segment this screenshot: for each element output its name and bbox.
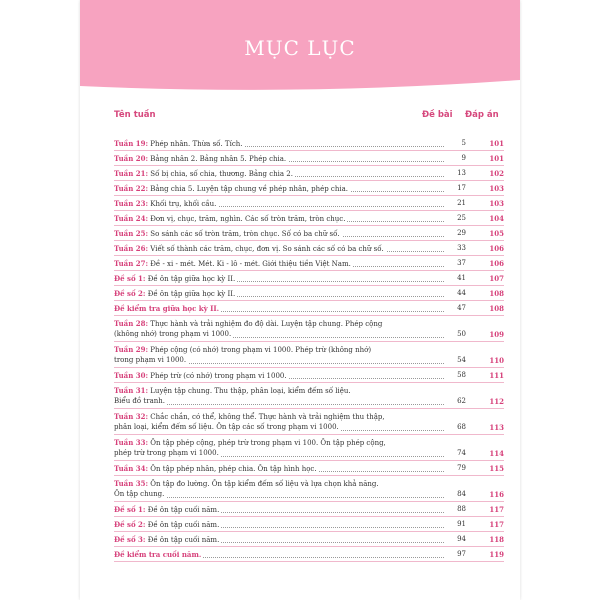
entry-label: Tuần 26: — [114, 244, 149, 253]
toc-line — [114, 258, 504, 269]
toc-entry — [114, 228, 504, 241]
entry-divider — [114, 240, 504, 241]
page-number: 21 — [457, 199, 466, 207]
toc-line — [114, 344, 504, 355]
entry-label: Tuần 32: — [114, 412, 149, 421]
entry-text: Đề ôn tập giữa học kỳ II. — [147, 275, 236, 283]
toc-line — [114, 534, 504, 545]
entry-text: Đề ôn tập cuối năm. — [147, 506, 220, 514]
toc-entry — [114, 198, 504, 211]
entry-label: Tuần 22: — [114, 184, 149, 193]
entry-label: Tuần 30: — [114, 371, 149, 380]
toc-line — [114, 478, 504, 489]
toc-line — [114, 411, 504, 422]
entry-text: Đề ôn tập giữa học kỳ II. — [147, 290, 236, 298]
entry-text: Đề - xi - mét. Mét. Ki - lô - mét. Giới thiệu tiền Việt Nam. — [150, 260, 351, 268]
toc-line — [114, 385, 504, 396]
toc-entry — [114, 168, 504, 181]
entry-label: Đề số 1: — [114, 505, 146, 514]
entry-text: Biểu đồ tranh. — [114, 397, 165, 405]
toc-entry — [114, 385, 504, 409]
entry-divider — [114, 225, 504, 226]
toc-line — [114, 329, 504, 340]
toc-line — [114, 355, 504, 366]
toc-line — [114, 463, 504, 474]
entry-text: Đề ôn tập cuối năm. — [147, 536, 220, 544]
toc-line — [114, 437, 504, 448]
answer-page-number: 103 — [489, 199, 504, 208]
page-number: 44 — [457, 289, 466, 297]
answer-page-number: 115 — [489, 464, 504, 473]
answer-page-number: 113 — [489, 423, 504, 432]
toc-line — [114, 303, 504, 314]
page-number: 50 — [457, 330, 466, 338]
entry-label: Tuần 33: — [114, 438, 149, 447]
entry-divider — [114, 341, 504, 342]
entry-text: Ôn tập phép nhân, phép chia. Ôn tập hình học. — [150, 465, 317, 473]
entry-text: Bảng chia 5. Luyện tập chung về phép nhân, phép chia. — [150, 185, 348, 193]
toc-line — [114, 370, 504, 381]
page-number: 5 — [461, 139, 466, 147]
toc-entry — [114, 344, 504, 368]
answer-page-number: 107 — [489, 274, 504, 283]
toc-entry — [114, 303, 504, 316]
answer-page-number: 118 — [489, 535, 504, 544]
page-number: 62 — [457, 397, 466, 405]
entry-label: Tuần 28: — [114, 319, 149, 328]
page-number: 47 — [457, 304, 466, 312]
page-number: 88 — [457, 505, 466, 513]
toc-line — [114, 273, 504, 284]
toc-entry — [114, 504, 504, 517]
toc-entry — [114, 213, 504, 226]
toc-line — [114, 318, 504, 329]
toc-entry — [114, 258, 504, 271]
entry-label: Tuần 25: — [114, 229, 149, 238]
toc-line — [114, 198, 504, 209]
page-number: 29 — [457, 229, 466, 237]
answer-page-number: 106 — [489, 244, 504, 253]
entry-text: Phép cộng (có nhớ) trong phạm vi 1000. Phép trừ (không nhớ) — [150, 346, 372, 354]
entry-label: Tuần 34: — [114, 464, 149, 473]
page-number: 17 — [457, 184, 466, 192]
entry-divider — [114, 434, 504, 435]
toc-entry — [114, 411, 504, 435]
entry-label: Tuần 24: — [114, 214, 149, 223]
page-number: 94 — [457, 535, 466, 543]
answer-page-number: 101 — [489, 154, 504, 163]
answer-page-number: 105 — [489, 229, 504, 238]
entry-text: So sánh các số tròn trăm, tròn chục. Số có ba chữ số. — [150, 230, 340, 238]
entry-divider — [114, 501, 504, 502]
entry-text: Số bị chia, số chia, thương. Bảng chia 2. — [150, 170, 293, 178]
entry-divider — [114, 460, 504, 461]
toc-line — [114, 228, 504, 239]
entry-divider — [114, 408, 504, 409]
page-number: 25 — [457, 214, 466, 222]
entry-divider — [114, 165, 504, 166]
entry-label: Tuần 27: — [114, 259, 149, 268]
page-number: 41 — [457, 274, 466, 282]
column-header-de-bai: Đề bài — [422, 110, 453, 120]
entry-label: Đề kiểm tra giữa học kỳ II. — [114, 304, 220, 313]
entry-divider — [114, 546, 504, 547]
toc-entry — [114, 478, 504, 502]
column-header-name: Tên tuần — [114, 110, 156, 120]
toc-entry — [114, 463, 504, 476]
answer-page-number: 117 — [489, 520, 504, 529]
toc-line — [114, 489, 504, 500]
entry-label: Đề số 2: — [114, 520, 146, 529]
entry-text: Ôn tập phép cộng, phép trừ trong phạm vi 100. Ôn tập phép cộng, — [150, 439, 386, 447]
entry-divider — [114, 270, 504, 271]
page-number: 33 — [457, 244, 466, 252]
toc-entry — [114, 318, 504, 342]
answer-page-number: 103 — [489, 184, 504, 193]
toc-line — [114, 448, 504, 459]
entry-divider — [114, 531, 504, 532]
answer-page-number: 101 — [489, 139, 504, 148]
toc-line — [114, 288, 504, 299]
toc-line — [114, 138, 504, 149]
answer-page-number: 112 — [489, 397, 504, 406]
page-number: 9 — [461, 154, 466, 162]
answer-page-number: 109 — [489, 330, 504, 339]
entry-label: Tuần 19: — [114, 139, 149, 148]
toc-line — [114, 183, 504, 194]
entry-label: Tuần 20: — [114, 154, 149, 163]
entry-label: Đề số 2: — [114, 289, 146, 298]
toc-entry — [114, 549, 504, 562]
toc-line — [114, 168, 504, 179]
entry-text: Chắc chắn, có thể, không thể. Thực hành và trải nghiệm thu thập, — [150, 413, 385, 421]
entry-divider — [114, 315, 504, 316]
page-number: 91 — [457, 520, 466, 528]
page-number: 37 — [457, 259, 466, 267]
entry-divider — [114, 300, 504, 301]
page-number: 58 — [457, 371, 466, 379]
entry-text: (không nhớ) trong phạm vi 1000. — [114, 330, 232, 338]
answer-page-number: 119 — [489, 550, 504, 559]
entry-text: Ôn tập đo lường. Ôn tập kiểm đếm số liệu và lựa chọn khả năng. — [150, 480, 379, 488]
entry-text: Bảng nhân 2. Bảng nhân 5. Phép chia. — [150, 155, 287, 163]
entry-label: Tuần 35: — [114, 479, 149, 488]
answer-page-number: 106 — [489, 259, 504, 268]
toc-line — [114, 549, 504, 560]
entry-text: Phép nhân. Thừa số. Tích. — [150, 140, 243, 148]
entry-text: Đơn vị, chục, trăm, nghìn. Các số tròn trăm, tròn chục. — [150, 215, 346, 223]
answer-page-number: 108 — [489, 289, 504, 298]
entry-divider — [114, 285, 504, 286]
answer-page-number: 111 — [489, 371, 504, 380]
answer-page-number: 114 — [489, 449, 504, 458]
page-number: 84 — [457, 490, 466, 498]
page-number: 79 — [457, 464, 466, 472]
answer-page-number: 110 — [489, 356, 504, 365]
toc-page — [80, 0, 520, 600]
entry-text: Ôn tập chung. — [114, 490, 165, 498]
toc-line — [114, 213, 504, 224]
entry-text: Thực hành và trải nghiệm đo độ dài. Luyện tập chung. Phép cộng — [150, 320, 383, 328]
entry-label: Tuần 31: — [114, 386, 149, 395]
entry-text: Luyện tập chung. Thu thập, phân loại, kiểm đếm số liệu. — [150, 387, 351, 395]
entry-divider — [114, 150, 504, 151]
page-number: 54 — [457, 356, 466, 364]
entry-divider — [114, 195, 504, 196]
toc-entry — [114, 183, 504, 196]
entry-divider — [114, 475, 504, 476]
column-header-dap-an: Đáp án — [465, 110, 499, 120]
entry-label: Tuần 21: — [114, 169, 149, 178]
entry-text: Đề ôn tập cuối năm. — [147, 521, 220, 529]
entry-divider — [114, 516, 504, 517]
toc-entry — [114, 519, 504, 532]
answer-page-number: 108 — [489, 304, 504, 313]
answer-page-number: 116 — [489, 490, 504, 499]
toc-entry — [114, 153, 504, 166]
entry-label: Đề kiểm tra cuối năm. — [114, 550, 202, 559]
entry-text: Phép trừ (có nhớ) trong phạm vi 1000. — [150, 372, 287, 380]
toc-entry — [114, 534, 504, 547]
entry-text: Khối trụ, khối cầu. — [150, 200, 217, 208]
page-number: 13 — [457, 169, 466, 177]
toc-line — [114, 153, 504, 164]
entry-text: trong phạm vi 1000. — [114, 356, 187, 364]
toc-entry — [114, 437, 504, 461]
page-number: 68 — [457, 423, 466, 431]
entry-text: Viết số thành các trăm, chục, đơn vị. So sánh các số có ba chữ số. — [150, 245, 384, 253]
toc-entry — [114, 138, 504, 151]
entry-text: phân loại, kiểm đếm số liệu. Ôn tập các số trong phạm vi 1000. — [114, 423, 339, 431]
entry-label: Tuần 23: — [114, 199, 149, 208]
answer-page-number: 102 — [489, 169, 504, 178]
entry-label: Đề số 1: — [114, 274, 146, 283]
page-number: 74 — [457, 449, 466, 457]
toc-list — [114, 138, 504, 564]
toc-entry — [114, 288, 504, 301]
toc-line — [114, 519, 504, 530]
entry-divider — [114, 255, 504, 256]
entry-divider — [114, 180, 504, 181]
entry-divider — [114, 210, 504, 211]
entry-label: Tuần 29: — [114, 345, 149, 354]
toc-line — [114, 396, 504, 407]
entry-divider — [114, 367, 504, 368]
toc-entry — [114, 243, 504, 256]
entry-divider — [114, 382, 504, 383]
entry-divider — [114, 561, 504, 562]
toc-line — [114, 422, 504, 433]
answer-page-number: 104 — [489, 214, 504, 223]
entry-label: Đề số 3: — [114, 535, 146, 544]
toc-line — [114, 243, 504, 254]
toc-entry — [114, 370, 504, 383]
answer-page-number: 117 — [489, 505, 504, 514]
page-title: MỤC LỤC — [244, 36, 356, 60]
page-number: 97 — [457, 550, 466, 558]
toc-entry — [114, 273, 504, 286]
entry-text: phép trừ trong phạm vi 1000. — [114, 449, 219, 457]
toc-line — [114, 504, 504, 515]
